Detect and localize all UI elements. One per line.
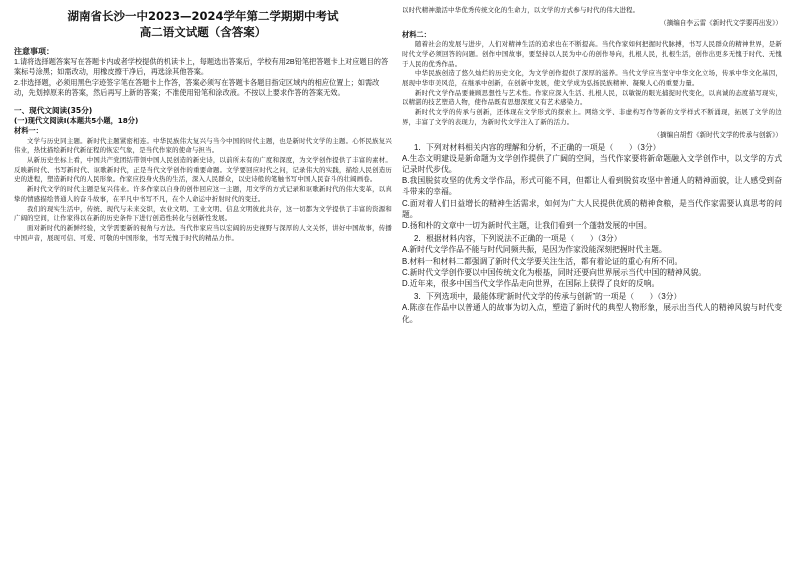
exam-subtitle: 高二语文试题（含答案） (139, 25, 267, 39)
paragraph: 新时代文学作品要兼顾思想性与艺术性。作家应深入生活、扎根人民，以敏锐的眼光捕捉时代变化，以真诚的态度描写现实，以精湛的技艺塑造人物，使作品既有思想深度又有艺术感染力。 (402, 88, 782, 107)
notice-block (14, 46, 392, 99)
question-stem: 2．根据材料内容，下列说法不正确的一项是（ ）（3分） (414, 234, 622, 244)
material-one-label: 材料一： (14, 126, 43, 136)
question-stem: 1．下列对材料相关内容的理解和分析，不正确的一项是（ ）（3分） (414, 142, 661, 152)
paragraph: 新时代文学的传承与创新，还体现在文学形式的探索上。网络文学、非虚构写作等新的文学样式不断涌现，拓展了文学的边界，丰富了文学的表现力，为新时代文学注入了新的活力。 (402, 108, 782, 126)
section-heading: 一、现代文阅读(35分) (14, 105, 93, 115)
paragraph: 随着社会的发展与进步，人们对精神生活的追求也在不断提高。当代作家如何把握时代脉搏，书写人民群众的精神世界，是新时代文学必须回答的问题。创作中国故事，要坚持以人民为中心的创作导向，扎根人民，扎根生活，创作出更多无愧于时代、无愧于人民的优秀作品。 (402, 40, 782, 68)
notice-item: 1.请将选择题答案写在答题卡内或者学校提供的机读卡上，每题选出答案后，学校有用2B铅笔把答题卡上对应题目的答案标号涂黑；如需改动，用橡皮擦干净后，再选涂其他答案。 (14, 57, 389, 77)
question-option: A.生态文明建设是新命题为文学创作提供了广阔的空间，当代作家要将新命题融入文学创作中，以文学的方式记录时代步伐。 (402, 153, 782, 174)
paragraph: 以时代精神激活中华优秀传统文化的生命力，以文学的方式参与时代的伟大进程。 (402, 6, 640, 14)
exam-title: 湖南省长沙一中2023—2024学年第二学期期中考试 (67, 9, 339, 23)
question-option: B.我国脱贫攻坚的优秀文学作品，形式可能不同，但都让人看到脱贫攻坚中普通人的精神面貌，让人感受到奋斗带来的幸福。 (402, 176, 782, 197)
left-column (14, 0, 392, 243)
paragraph: 中华民族创造了悠久灿烂的历史文化，为文学创作提供了深厚的滋养。当代文学应当坚守中华文化立场，传承中华文化基因，展现中华审美风范，在继承中创新，在创新中发展，使文学成为弘扬民族精神、凝聚人心的重要力量。 (402, 69, 782, 88)
material-two-text (402, 40, 782, 127)
paragraph: 新时代文学的时代主题是复兴伟业。许多作家以自身的创作回应这一主题，用文学的方式记录和讴歌新时代的伟大变革，以真挚的情感描绘普通人的奋斗故事，在平凡中书写不凡，在个人命运中折射时代的变迁。 (14, 185, 392, 203)
notice-item: 2.非选择题，必须用黑色字迹签字笔在答题卡上作答，答案必须写在答题卡各题目指定区域内的相应位置上；如需改动，先划掉原来的答案，然后再写上新的答案；不准使用铅笔和涂改液。不按以上要求作答的答案无效。 (14, 77, 380, 98)
paragraph: 我们的现实生活中，传统、现代与未来交织，农业文明、工业文明、信息文明彼此共存，这一切都为文学提供了丰富的资源和广阔的空间，让作家得以在新的历史条件下进行创造性转化与创新性发展。 (14, 204, 392, 223)
paragraph: 面对新时代的新鲜经验，文学需要新的视角与方法。当代作家应当以宏阔的历史视野与深厚的人文关怀，讲好中国故事，传播中国声音，展现可信、可爱、可敬的中国形象，书写无愧于时代的精品力作。 (14, 223, 392, 242)
question-option: A.新时代文学作品不能与时代同频共振，是因为作家没能深刻把握时代主题。 (402, 245, 667, 255)
question-option: C.新时代文学创作要以中国传统文化为根基，同时还要向世界展示当代中国的精神风貌。 (402, 267, 707, 277)
question-option: B.材料一和材料二都强调了新时代文学要关注生活，都有着论证的重心有所不同。 (402, 256, 683, 266)
question-stem: 3．下列选项中，最能体现“新时代文学的传承与创新”的一项是（ ）（3分） (414, 292, 682, 302)
question-option: D.扬和朴的文章中一切为新时代主题，让我们看到一个蓬勃发展的中国。 (402, 220, 652, 230)
source-citation: （摘编自胡哲《新时代文学的传承与创新》） (653, 130, 782, 139)
question-block (402, 142, 782, 325)
question-option: A.陈彦在作品中以普通人的故事为切入点，塑造了新时代的典型人物形象，展示出当代人的精神风貌与时代变化。 (402, 303, 782, 324)
notice-heading: 注意事项： (14, 46, 54, 56)
question-option: C.面对着人们日益增长的精神生活需求，如何为广大人民提供优质的精神食粮，是当代作家需要认真思考的问题。 (402, 198, 782, 219)
material-two-label: 材料二： (402, 29, 431, 39)
source-citation: （摘编自李云雷《新时代文学要再出发》） (660, 18, 782, 27)
paragraph: 文学与历史同主题。新时代主题紧密相连。中华民族伟大复兴与当今中国的时代主题，也是新时代文学的主题。心怀民族复兴伟业，热忱描绘新时代新征程的恢宏气象，是当代作家的使命与担当。 (14, 136, 392, 155)
question-option: D.近年来，很多中国当代文学作品走向世界，在国际上获得了良好的反响。 (402, 278, 660, 288)
subsection-heading: (一)现代文阅读Ⅰ(本题共5小题，18分) (14, 115, 139, 125)
material-one-continued (402, 6, 782, 16)
right-column (402, 0, 782, 325)
material-one-text (14, 137, 392, 244)
paragraph: 从新历史坐标上看，中国共产党团结带领中国人民创造的新史诗，以前所未有的广度和深度，为文学创作提供了丰富的素材。反映新时代、书写新时代、讴歌新时代，正是当代文学创作的重要命题。文学要回应时代之问，记录伟大的实践，描绘人民创造历史的进程，塑造新时代的人民形象。作家应投身火热的生活，深入人民群众，以史诗般的笔触书写中国人民奋斗的壮阔画卷。 (14, 156, 392, 184)
